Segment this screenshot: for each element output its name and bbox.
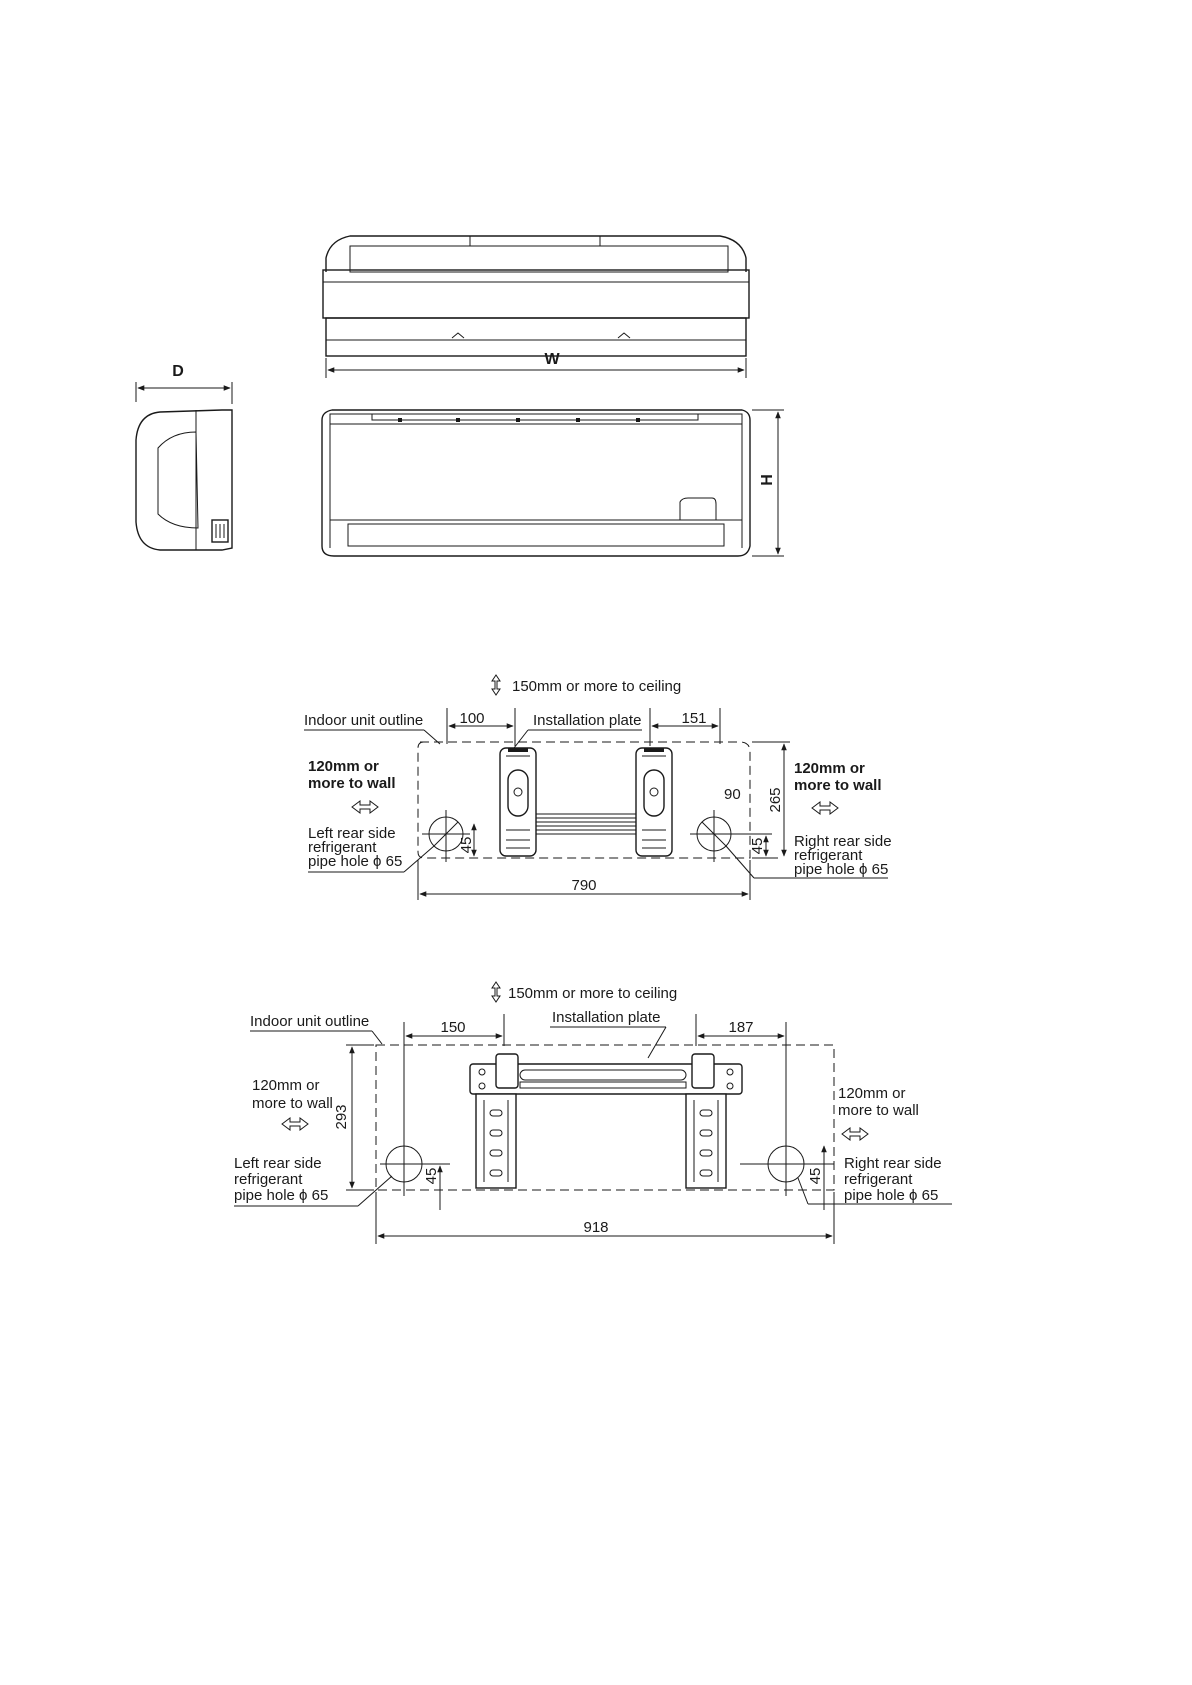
right-wall-clearance-line2: more to wall (794, 777, 882, 794)
dim-918: 918 (583, 1219, 609, 1236)
left-wall-clearance-line1: 120mm or (308, 758, 379, 775)
right-hole-line3: pipe hole ϕ 65 (844, 1187, 939, 1204)
vertical-arrow-icon (492, 675, 500, 695)
left-wall-clearance-line2: more to wall (252, 1095, 333, 1112)
right-wall-clearance-line2: more to wall (838, 1102, 919, 1119)
vertical-arrow-icon (492, 982, 500, 1002)
left-hole-line3: pipe hole ϕ 65 (308, 853, 403, 870)
dimension-width (326, 351, 746, 378)
unit-side-view (136, 410, 232, 550)
left-wall-clearance-line2: more to wall (308, 775, 396, 792)
unit-top-view (323, 236, 749, 356)
left-hole-line2: refrigerant (308, 839, 377, 856)
indoor-outline-label: Indoor unit outline (304, 712, 424, 729)
dim-187: 187 (728, 1019, 754, 1036)
dim-151: 151 (681, 710, 707, 727)
label-depth: D (172, 363, 184, 380)
right-hole-line3: pipe hole ϕ 65 (794, 861, 889, 878)
plate-large-diagram (234, 982, 952, 1244)
horizontal-arrow-icon (282, 1118, 308, 1130)
dim-45-right: 45 (749, 837, 766, 855)
left-hole-line2: refrigerant (234, 1171, 303, 1188)
left-wall-clearance-line1: 120mm or (252, 1077, 320, 1094)
label-height: H (759, 474, 776, 486)
dim-45-right: 45 (807, 1167, 824, 1185)
dim-293: 293 (333, 1104, 350, 1130)
installation-plate-bracket-right (636, 748, 672, 856)
dimension-depth (136, 363, 232, 404)
installation-plate-bracket-left (500, 748, 536, 856)
right-hole-line2: refrigerant (794, 847, 863, 864)
installation-plate-label: Installation plate (552, 1009, 661, 1026)
right-hole-line1: Right rear side (794, 833, 892, 850)
left-hole-line1: Left rear side (308, 825, 396, 842)
installation-plate-large (470, 1054, 742, 1188)
right-wall-clearance-line1: 120mm or (794, 760, 865, 777)
left-hole-line3: pipe hole ϕ 65 (234, 1187, 329, 1204)
dim-100: 100 (459, 710, 485, 727)
right-wall-clearance-line1: 120mm or (838, 1085, 906, 1102)
indoor-outline-label: Indoor unit outline (250, 1013, 370, 1030)
horizontal-arrow-icon (812, 802, 838, 814)
dim-150: 150 (440, 1019, 466, 1036)
horizontal-arrow-icon (352, 801, 378, 813)
dim-265: 265 (767, 787, 784, 813)
right-hole-line1: Right rear side (844, 1155, 942, 1172)
dim-790: 790 (571, 877, 597, 894)
plate-small-diagram (304, 675, 892, 900)
right-hole-line2: refrigerant (844, 1171, 913, 1188)
ceiling-clearance-note: 150mm or more to ceiling (512, 678, 682, 695)
unit-front-view (322, 410, 750, 556)
dimension-height (752, 410, 784, 556)
dim-90: 90 (724, 786, 741, 803)
left-hole-line1: Left rear side (234, 1155, 322, 1172)
installation-plate-label: Installation plate (533, 712, 642, 729)
ceiling-clearance-note: 150mm or more to ceiling (508, 985, 678, 1002)
dim-45-left: 45 (458, 836, 475, 854)
horizontal-arrow-icon (842, 1128, 868, 1140)
dim-45-left: 45 (423, 1167, 440, 1185)
label-width: W (544, 351, 560, 368)
